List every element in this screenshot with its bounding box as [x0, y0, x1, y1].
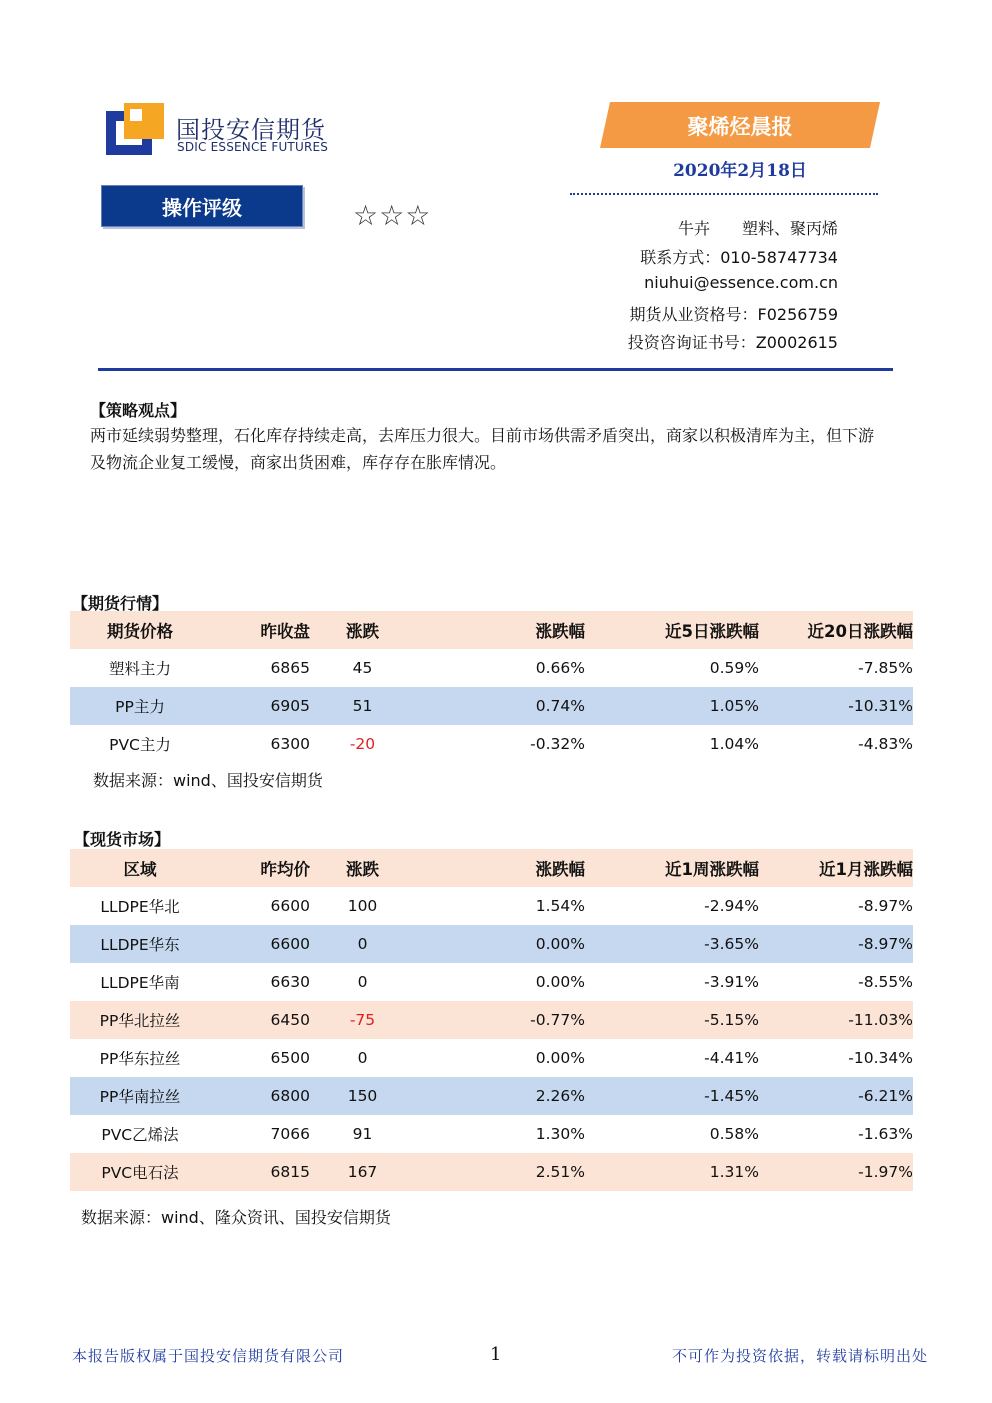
cell: 6600	[270, 935, 310, 953]
col-header: 近20日涨跌幅	[807, 622, 913, 641]
table-row	[70, 1001, 913, 1039]
cell: 1.05%	[709, 697, 759, 715]
spot-heading: 【现货市场】	[74, 830, 171, 849]
cell: 7066	[270, 1125, 310, 1143]
cell: LLDPE华东	[100, 936, 180, 954]
cell: 0.59%	[709, 659, 759, 677]
cell: 0.66%	[535, 659, 585, 677]
cell: 100	[347, 897, 378, 915]
col-header: 近1周涨跌幅	[665, 860, 759, 879]
cell: 6800	[270, 1087, 310, 1105]
author-email[interactable]: niuhui@essence.com.cn	[644, 273, 838, 292]
header-divider	[98, 368, 893, 371]
cell: 6600	[270, 897, 310, 915]
cell: 150	[347, 1087, 378, 1105]
cell: -4.41%	[704, 1049, 759, 1067]
spot-source: 数据来源：wind、隆众资讯、国投安信期货	[81, 1208, 391, 1227]
company-name-cn: 国投安信期货	[176, 116, 326, 144]
cell: -6.21%	[858, 1087, 913, 1105]
cell: -5.15%	[704, 1011, 759, 1029]
cell: -11.03%	[848, 1011, 913, 1029]
col-header: 近5日涨跌幅	[665, 622, 759, 641]
cell: 0.00%	[535, 973, 585, 991]
cell: 6500	[270, 1049, 310, 1067]
cell: 6450	[270, 1011, 310, 1029]
rating-label: 操作评级	[101, 185, 303, 227]
table-row	[70, 1077, 913, 1115]
col-header: 区域	[123, 860, 157, 879]
cell: -8.97%	[858, 897, 913, 915]
cell: 45	[352, 659, 373, 677]
col-header: 近1月涨跌幅	[819, 860, 913, 879]
author-consult-cert: 投资咨询证书号：Z0002615	[627, 333, 838, 352]
cell: 0.74%	[535, 697, 585, 715]
table-row	[70, 687, 913, 725]
table-row	[70, 725, 913, 763]
col-header: 涨跌	[346, 622, 379, 641]
cell: -1.63%	[858, 1125, 913, 1143]
cell: 1.04%	[709, 735, 759, 753]
table-row	[70, 1153, 913, 1191]
futures-heading: 【期货行情】	[72, 594, 169, 613]
futures-table	[70, 611, 913, 763]
cell: 51	[352, 697, 373, 715]
cell: -1.45%	[704, 1087, 759, 1105]
col-header: 涨跌幅	[535, 622, 585, 641]
col-header: 涨跌	[346, 860, 379, 879]
col-header: 期货价格	[107, 622, 173, 641]
col-header: 涨跌幅	[535, 860, 585, 879]
cell: 167	[347, 1163, 378, 1181]
cell: 6630	[270, 973, 310, 991]
report-date: 2020年2月18日	[673, 161, 807, 181]
col-header: 昨均价	[260, 860, 310, 879]
cell: 6865	[270, 659, 310, 677]
cell: -3.91%	[704, 973, 759, 991]
strategy-heading: 【策略观点】	[90, 401, 187, 420]
cell: PVC电石法	[101, 1164, 179, 1182]
cell: -20	[349, 735, 376, 753]
cell: -8.55%	[858, 973, 913, 991]
title-divider	[570, 193, 878, 195]
cell: -1.97%	[858, 1163, 913, 1181]
futures-header-row	[70, 611, 913, 649]
cell: -7.85%	[858, 659, 913, 677]
cell: 0.00%	[535, 1049, 585, 1067]
table-row	[70, 887, 913, 925]
spot-header-row	[70, 849, 913, 887]
cell: -10.31%	[848, 697, 913, 715]
cell: 6300	[270, 735, 310, 753]
cell: 0	[357, 935, 368, 953]
cell: 6815	[270, 1163, 310, 1181]
page-number: 1	[490, 1344, 502, 1365]
cell: PVC乙烯法	[101, 1126, 179, 1144]
cell: PP华东拉丝	[99, 1050, 181, 1068]
cell: 91	[352, 1125, 373, 1143]
report-title: 聚烯烃晨报	[687, 115, 793, 139]
author-license: 期货从业资格号：F0256759	[629, 305, 838, 324]
cell: -8.97%	[858, 935, 913, 953]
footer-disclaimer: 不可作为投资依据，转载请标明出处	[671, 1347, 928, 1365]
cell: -75	[349, 1011, 376, 1029]
company-name-en: SDIC ESSENCE FUTURES	[177, 140, 329, 154]
table-row	[70, 1115, 913, 1153]
cell: PP华南拉丝	[99, 1088, 181, 1106]
cell: -3.65%	[704, 935, 759, 953]
author-name: 牛卉 塑料、聚丙烯	[677, 219, 838, 238]
cell: -10.34%	[848, 1049, 913, 1067]
cell: LLDPE华北	[100, 898, 180, 916]
company-logo-mark	[106, 103, 164, 155]
rating-stars: ☆☆☆	[353, 199, 432, 232]
cell: 0	[357, 973, 368, 991]
strategy-text: 两市延续弱势整理，石化库存持续走高，去库压力很大。目前市场供需矛盾突出，商家以积极清库为主，但下游及物流企业复工缓慢，商家出货困难，库存存在胀库情况。	[90, 426, 875, 472]
col-header: 昨收盘	[260, 622, 310, 641]
cell: -0.77%	[530, 1011, 585, 1029]
cell: 0.58%	[709, 1125, 759, 1143]
cell: 0	[357, 1049, 368, 1067]
cell: LLDPE华南	[100, 974, 180, 992]
cell: 0.00%	[535, 935, 585, 953]
cell: PP华北拉丝	[99, 1012, 181, 1030]
cell: 6905	[270, 697, 310, 715]
author-contact: 联系方式：010-58747734	[640, 248, 838, 267]
spot-table	[70, 849, 913, 1191]
cell: -0.32%	[530, 735, 585, 753]
cell: 1.54%	[535, 897, 585, 915]
cell: 2.26%	[535, 1087, 585, 1105]
futures-source: 数据来源：wind、国投安信期货	[93, 771, 323, 790]
cell: -2.94%	[704, 897, 759, 915]
table-row	[70, 1039, 913, 1077]
table-row	[70, 925, 913, 963]
cell: -4.83%	[858, 735, 913, 753]
cell: 2.51%	[535, 1163, 585, 1181]
cell: PVC主力	[109, 736, 171, 754]
table-row	[70, 963, 913, 1001]
cell: 1.31%	[709, 1163, 759, 1181]
cell: 塑料主力	[108, 660, 171, 678]
cell: PP主力	[115, 698, 165, 716]
cell: 1.30%	[535, 1125, 585, 1143]
table-row	[70, 649, 913, 687]
footer-copyright: 本报告版权属于国投安信期货有限公司	[72, 1347, 345, 1365]
